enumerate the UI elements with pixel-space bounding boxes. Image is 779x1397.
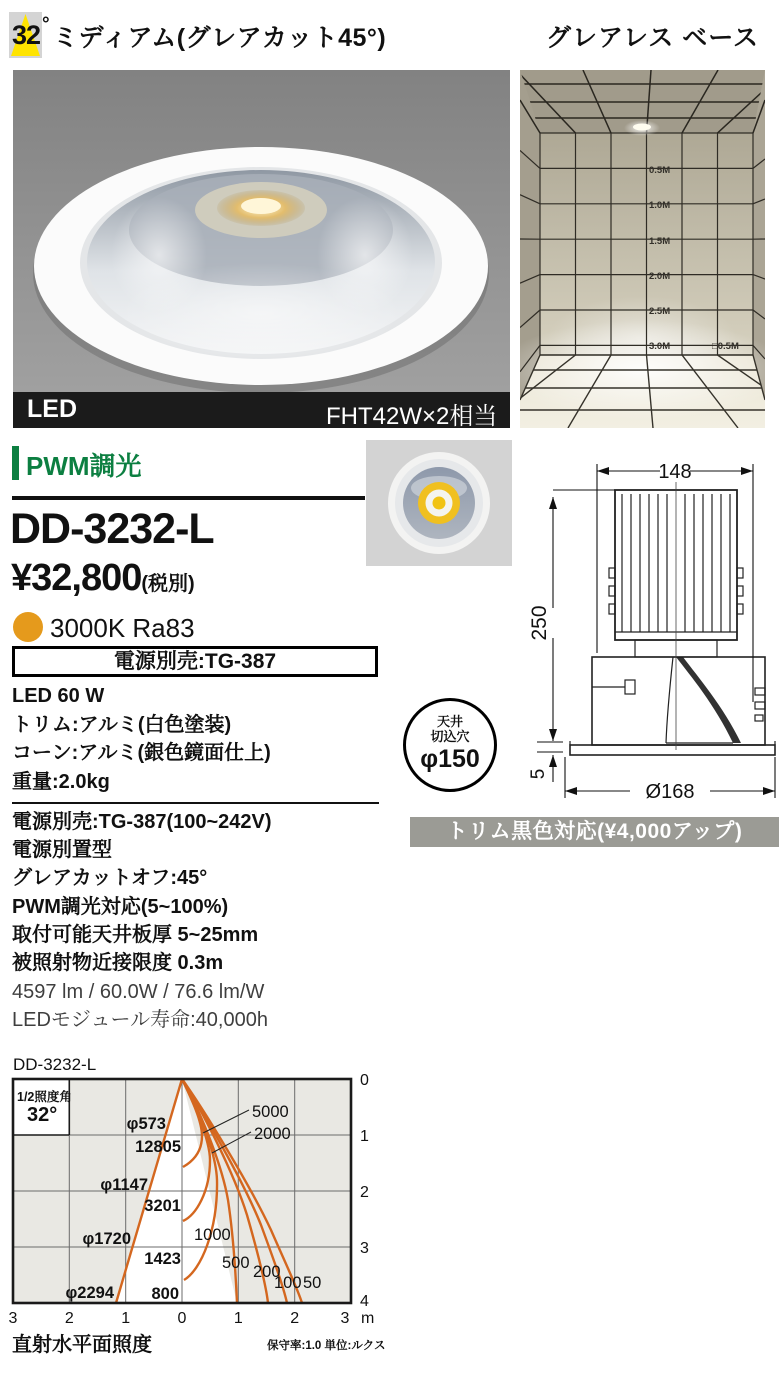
- led-label: LED: [27, 395, 77, 423]
- x-unit: m: [361, 1310, 375, 1327]
- x-tick: 3: [340, 1310, 350, 1327]
- half-angle-label: 1/2照度角: [17, 1090, 72, 1104]
- page-title: ミディアム(グレアカット45°): [53, 24, 387, 52]
- beam-diameter-label: φ2294: [65, 1284, 114, 1302]
- ceiling-lamp: [633, 124, 651, 131]
- beam-lux-label: 1423: [144, 1250, 181, 1268]
- spec-list-performance: [12, 978, 392, 1035]
- room-simulation-photo: [520, 70, 765, 428]
- spec-line: コーン:アルミ(銀色鏡面仕上): [12, 742, 271, 765]
- depth-label: 0.5M: [649, 165, 671, 176]
- model-number: DD-3232-L: [10, 505, 214, 553]
- depth-label: 1.0M: [649, 200, 671, 211]
- beam-diameter-label: φ1720: [82, 1230, 131, 1248]
- depth-label: 3.0M: [649, 341, 671, 352]
- half-angle-value: 32°: [27, 1104, 58, 1126]
- beam-lux-label: 3201: [144, 1197, 181, 1215]
- dimension-drawing: [530, 450, 779, 810]
- spec-line: グレアカットオフ:45°: [12, 867, 208, 890]
- price-tax-note: (税別): [141, 573, 195, 595]
- contour-label: 2000: [254, 1125, 291, 1143]
- dim-height-label: 250: [530, 605, 551, 641]
- ceiling-cutout-note: [403, 698, 497, 792]
- pwm-accent-bar: [12, 446, 19, 480]
- chart-title: DD-3232-L: [13, 1055, 97, 1074]
- x-tick: 1: [121, 1310, 131, 1327]
- spec-line: LEDモジュール寿命:40,000h: [12, 1009, 268, 1032]
- x-tick: 1: [233, 1310, 243, 1327]
- dim-trim-diameter-label: Ø168: [645, 781, 695, 803]
- x-tick: 0: [177, 1310, 187, 1327]
- black-trim-badge: トリム黒色対応(¥4,000アップ): [410, 817, 779, 847]
- chart-xlabel: 直射水平面照度: [12, 1334, 152, 1356]
- cutout-text: 切込穴: [430, 729, 470, 744]
- grid-scale-label: □0.5M: [712, 341, 739, 352]
- spec-line: 電源別売:TG-387(100~242V): [12, 811, 272, 833]
- depth-label: 2.5M: [649, 306, 671, 317]
- contour-label: 200: [253, 1263, 281, 1281]
- x-tick: 2: [290, 1310, 300, 1327]
- section-rule: [12, 496, 365, 500]
- spec-line: 取付可能天井板厚 5~25mm: [12, 923, 259, 946]
- x-tick: 2: [64, 1310, 74, 1327]
- contour-label: 5000: [252, 1103, 289, 1121]
- spec-line: 4597 lm / 60.0W / 76.6 lm/W: [12, 981, 265, 1003]
- spec-line: PWM調光対応(5~100%): [12, 895, 229, 918]
- color-temp-dot-icon: [13, 612, 43, 642]
- dim-trim-height-label: 5: [530, 768, 549, 780]
- y-tick: 3: [360, 1240, 369, 1257]
- spec-line: 電源別置型: [12, 839, 112, 862]
- cutout-value: φ150: [420, 745, 480, 773]
- series-title: グレアレス ベース: [546, 24, 759, 52]
- depth-label: 1.5M: [649, 236, 671, 247]
- contour-label: 50: [303, 1274, 322, 1292]
- spec-line: トリム:アルミ(白色塗装): [12, 713, 232, 736]
- beam-angle-value: 32: [12, 20, 41, 50]
- contour-label: 1000: [194, 1226, 231, 1244]
- power-supply-box: 電源別売:TG-387: [12, 646, 378, 677]
- spec-list-main: [12, 682, 392, 796]
- beam-angle-degree: °: [42, 14, 50, 35]
- y-tick: 4: [360, 1293, 369, 1310]
- depth-label: 2.0M: [649, 271, 671, 282]
- y-tick: 1: [360, 1128, 369, 1145]
- y-tick: 2: [360, 1184, 369, 1201]
- photometric-chart: [0, 1040, 400, 1370]
- spec-line: LED 60 W: [12, 685, 105, 707]
- price: [11, 557, 195, 600]
- wattage-equivalent-label: FHT42W×2相当: [326, 403, 498, 430]
- product-thumbnail: [366, 440, 512, 566]
- chart-footnote: 保守率:1.0 単位:ルクス: [267, 1340, 386, 1352]
- beam-diameter-label: φ573: [126, 1115, 166, 1133]
- spec-line: 重量:2.0kg: [12, 770, 110, 793]
- beam-lux-label: 800: [151, 1285, 179, 1303]
- contour-label: 100: [274, 1274, 302, 1292]
- spec-list-detail: [12, 808, 392, 977]
- product-photo: [13, 70, 510, 392]
- spec-divider: [12, 802, 379, 804]
- contour-label: 500: [222, 1254, 250, 1272]
- beam-diameter-label: φ1147: [100, 1176, 148, 1194]
- dimming-type-label: PWM調光: [26, 451, 142, 481]
- cutout-text: 天井: [436, 714, 463, 729]
- x-tick: 3: [8, 1310, 18, 1327]
- spec-line: 被照射物近接限度 0.3m: [12, 952, 224, 975]
- beam-lux-label: 12805: [135, 1138, 181, 1156]
- y-tick: 0: [360, 1072, 369, 1089]
- dim-width-label: 148: [658, 461, 692, 483]
- price-value: ¥32,800: [11, 557, 142, 599]
- color-temp-label: 3000K Ra83: [50, 613, 195, 643]
